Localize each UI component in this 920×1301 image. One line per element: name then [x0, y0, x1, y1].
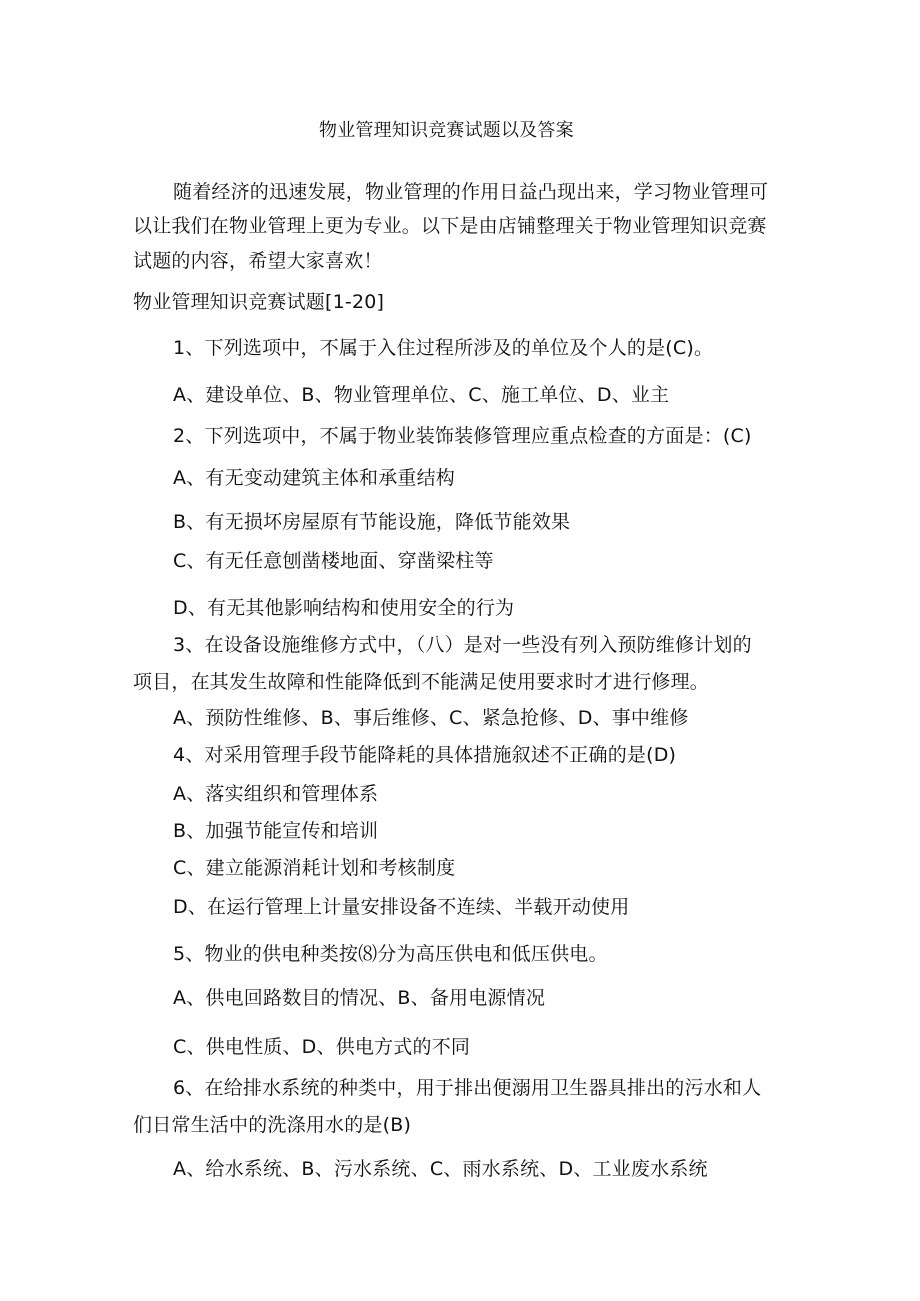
intro-line-2: 以让我们在物业管理上更为专业。以下是由店铺整理关于物业管理知识竞赛 — [133, 215, 767, 237]
question-2: 2、下列选项中，不属于物业装饰装修管理应重点检查的方面是：(C) — [173, 425, 752, 447]
question-5: 5、物业的供电种类按⑻分为高压供电和低压供电。 — [173, 943, 608, 965]
question-1: 1、下列选项中，不属于入住过程所涉及的单位及个人的是(C)。 — [173, 337, 714, 359]
question-6-line-1: 6、在给排水系统的种类中，用于排出便溺用卫生器具排出的污水和人 — [173, 1077, 762, 1099]
document-title: 物业管理知识竞赛试题以及答案 — [319, 120, 574, 141]
question-5-options-cd: C、供电性质、D、供电方式的不同 — [173, 1036, 471, 1058]
question-4-option-b: B、加强节能宣传和培训 — [173, 820, 379, 842]
question-1-options: A、建设单位、B、物业管理单位、C、施工单位、D、业主 — [173, 384, 670, 406]
question-2-option-a: A、有无变动建筑主体和承重结构 — [173, 467, 455, 489]
question-4: 4、对采用管理手段节能降耗的具体措施叙述不正确的是(D) — [173, 744, 677, 766]
question-3-line-1: 3、在设备设施维修方式中，（八）是对一些没有列入预防维修计划的 — [173, 634, 752, 656]
question-4-option-d: D、在运行管理上计量安排设备不连续、半载开动使用 — [173, 896, 630, 918]
question-4-option-c: C、建立能源消耗计划和考核制度 — [173, 857, 456, 879]
intro-line-3: 试题的内容，希望大家喜欢！ — [133, 250, 383, 272]
question-2-option-b: B、有无损坏房屋原有节能设施，降低节能效果 — [173, 511, 571, 533]
question-4-option-a: A、落实组织和管理体系 — [173, 783, 379, 805]
intro-line-1: 随着经济的迅速发展，物业管理的作用日益凸现出来，学习物业管理可 — [173, 181, 769, 203]
question-2-option-d: D、有无其他影响结构和使用安全的行为 — [173, 597, 515, 619]
question-3-options: A、预防性维修、B、事后维修、C、紧急抢修、D、事中维修 — [173, 707, 689, 729]
question-6-options: A、给水系统、B、污水系统、C、雨水系统、D、工业废水系统 — [173, 1158, 708, 1180]
question-2-option-c: C、有无任意刨凿楼地面、穿凿梁柱等 — [173, 550, 494, 572]
question-6-line-2: 们日常生活中的洗涤用水的是(B) — [133, 1114, 412, 1136]
question-3-line-2: 项目，在其发生故障和性能降低到不能满足使用要求时才进行修理。 — [133, 671, 710, 693]
section-heading: 物业管理知识竞赛试题[1-20] — [133, 291, 385, 313]
question-5-options-ab: A、供电回路数目的情况、B、备用电源情况 — [173, 987, 546, 1009]
